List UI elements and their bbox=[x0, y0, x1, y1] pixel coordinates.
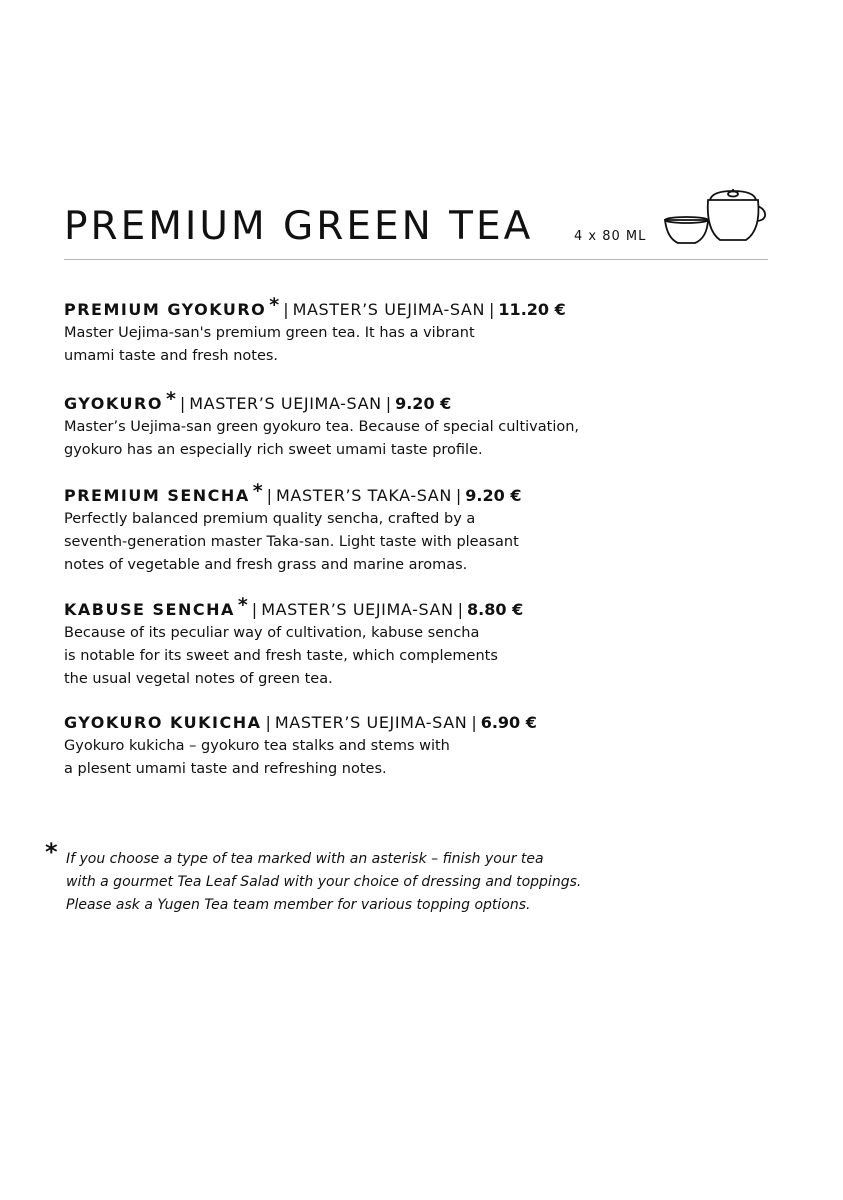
description-line: Master’s Uejima-san green gyokuro tea. Because of special cultivation, bbox=[64, 419, 580, 435]
item-name: PREMIUM SENCHA bbox=[64, 486, 250, 505]
item-master: MASTER’S TAKA-SAN bbox=[276, 486, 452, 505]
separator: | bbox=[283, 300, 289, 319]
item-price: 9.20 € bbox=[395, 394, 452, 413]
footnote-asterisk: * bbox=[45, 838, 58, 866]
menu-item bbox=[64, 480, 684, 577]
separator: | bbox=[489, 300, 495, 319]
item-master: MASTER’S UEJIMA-SAN bbox=[261, 600, 454, 619]
description-line: Because of its peculiar way of cultivation, kabuse sencha bbox=[64, 625, 480, 641]
separator: | bbox=[179, 394, 186, 413]
item-price: 6.90 € bbox=[480, 713, 537, 732]
separator: | bbox=[471, 713, 477, 732]
asterisk-mark: * bbox=[252, 480, 263, 502]
item-heading bbox=[64, 294, 684, 321]
separator: | bbox=[385, 394, 392, 413]
description-line: seventh-generation master Taka-san. Light taste with pleasant bbox=[64, 534, 519, 550]
separator: | bbox=[455, 486, 462, 505]
menu-item bbox=[64, 388, 684, 462]
separator: | bbox=[457, 600, 464, 619]
description-line: is notable for its sweet and fresh taste, which complements bbox=[64, 648, 498, 664]
asterisk-mark: * bbox=[269, 294, 280, 316]
footnote-line: Please ask a Yugen Tea team member for various topping options. bbox=[66, 897, 531, 913]
description-line: the usual vegetal notes of green tea. bbox=[64, 671, 333, 687]
page-title: PREMIUM GREEN TEA bbox=[64, 204, 534, 249]
asterisk-mark: * bbox=[237, 594, 248, 616]
item-name: GYOKURO KUKICHA bbox=[64, 713, 262, 732]
item-heading bbox=[64, 594, 684, 621]
description-line: Gyokuro kukicha – gyokuro tea stalks and stems with bbox=[64, 738, 450, 754]
header-divider bbox=[64, 259, 768, 260]
separator: | bbox=[265, 713, 271, 732]
item-price: 9.20 € bbox=[465, 486, 522, 505]
item-master: MASTER’S UEJIMA-SAN bbox=[292, 300, 486, 319]
item-description bbox=[64, 508, 684, 577]
description-line: gyokuro has an especially rich sweet umami taste profile. bbox=[64, 442, 483, 458]
teapot-and-cup-icon bbox=[662, 180, 772, 250]
item-description bbox=[64, 416, 684, 462]
description-line: Perfectly balanced premium quality sencha, crafted by a bbox=[64, 511, 476, 527]
item-price: 11.20 € bbox=[498, 300, 566, 319]
separator: | bbox=[266, 486, 273, 505]
item-name: PREMIUM GYOKURO bbox=[64, 300, 267, 319]
item-name: KABUSE SENCHA bbox=[64, 600, 235, 619]
description-line: Master Uejima-san's premium green tea. It has a vibrant bbox=[64, 325, 475, 341]
footnote-line: with a gourmet Tea Leaf Salad with your choice of dressing and toppings. bbox=[66, 874, 582, 890]
item-name: GYOKURO bbox=[64, 394, 163, 413]
item-description bbox=[64, 735, 684, 781]
menu-item bbox=[64, 594, 684, 691]
item-price: 8.80 € bbox=[467, 600, 524, 619]
menu-item bbox=[64, 712, 684, 781]
item-heading bbox=[64, 480, 684, 507]
description-line: notes of vegetable and fresh grass and marine aromas. bbox=[64, 557, 468, 573]
item-master: MASTER’S UEJIMA-SAN bbox=[189, 394, 382, 413]
item-heading bbox=[64, 388, 684, 415]
item-description bbox=[64, 622, 684, 691]
footnote bbox=[66, 848, 581, 917]
item-heading bbox=[64, 712, 684, 734]
asterisk-mark: * bbox=[165, 388, 176, 410]
item-description bbox=[64, 322, 684, 368]
serving-size: 4 x 80 ML bbox=[574, 229, 647, 244]
separator: | bbox=[251, 600, 258, 619]
description-line: umami taste and fresh notes. bbox=[64, 348, 279, 364]
item-master: MASTER’S UEJIMA-SAN bbox=[274, 713, 468, 732]
menu-item bbox=[64, 294, 684, 368]
description-line: a plesent umami taste and refreshing notes. bbox=[64, 761, 387, 777]
footnote-line: If you choose a type of tea marked with an asterisk – finish your tea bbox=[66, 851, 544, 867]
